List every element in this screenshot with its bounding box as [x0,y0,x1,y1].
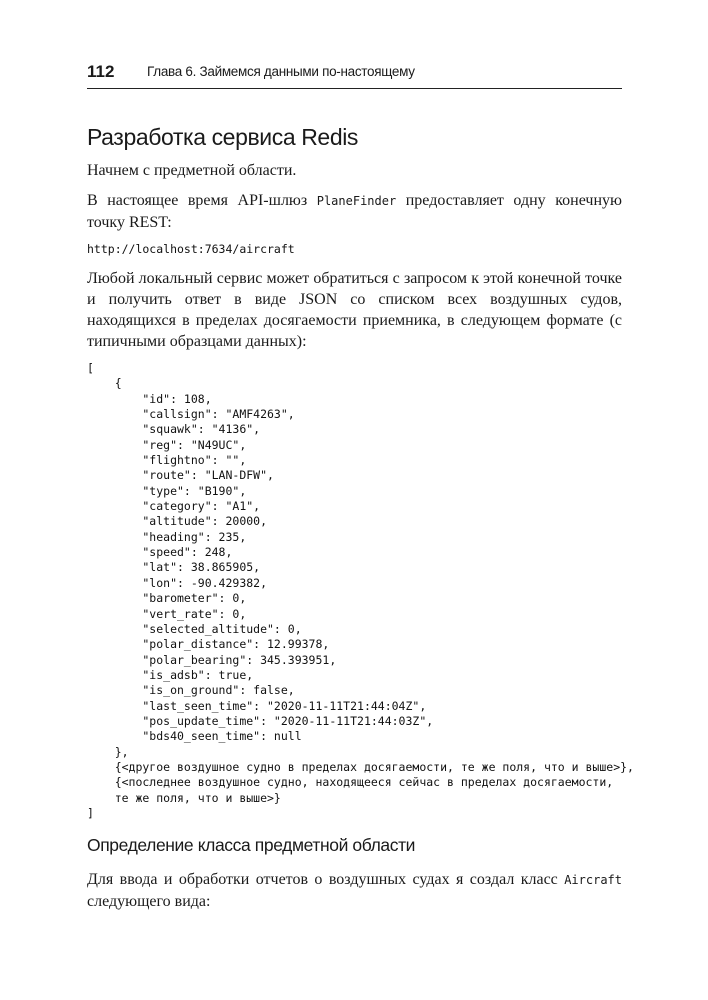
subsection-title: Определение класса предметной области [87,835,416,855]
json-sample-code: [ { "id": 108, "callsign": "AMF4263", "squawk": "4136", "reg": "N49UC", "flightno": "", "route": "LAN-DFW", "type": "B190", "category": "A1", "altitude": 20000, "heading": 235, "speed": 248, "lat": 38.865905, "lon": -90.429382, "barometer": 0, "vert_rate": 0, "selected_altitude": 0, "polar_distance": 12.99378, "polar_bearing": 345.393951, "is_adsb": true, "is_on_ground": false, "last_seen_time": "2020-11-11T21:44:04Z", "pos_update_time": "2020-11-11T21:44:03Z", "bds40_seen_time": null }, {<другое воздушное судно в пределах досягаемости, те же поля, что и выше>}, {<последнее воздушное судно, находящееся сейчас в пределах досягаемости, те же поля, что и выше>} ] [87,361,634,820]
gateway-paragraph [87,190,622,233]
aircraft-text-end: следующего вида: [87,893,211,910]
aircraft-class-paragraph [87,869,622,912]
endpoint-url-code: http://localhost:7634/aircraft [87,242,295,256]
page-number: 112 [87,62,115,81]
aircraft-text-start: Для ввода и обработки отчетов о воздушных судах я создал класс [87,871,565,888]
planefinder-code: PlaneFinder [316,194,397,208]
gateway-text-end: предоставляет одну конечную точку REST: [87,192,622,231]
aircraft-code: Aircraft [564,873,622,887]
chapter-title: Глава 6. Займемся данными по-настоящему [147,64,415,79]
response-paragraph: Любой локальный сервис может обратиться с запросом к этой конечной точке и получить ответ в виде JSON со списком всех воздушных судов, находящихся в пределах досягаемости приемника, в следующем формате (с типичными образцами данных): [87,270,622,350]
intro-paragraph: Начнем с предметной области. [87,162,297,179]
section-title: Разработка сервиса Redis [87,124,359,150]
gateway-text-start: В настоящее время API-шлюз [87,192,317,209]
running-header [87,60,622,89]
